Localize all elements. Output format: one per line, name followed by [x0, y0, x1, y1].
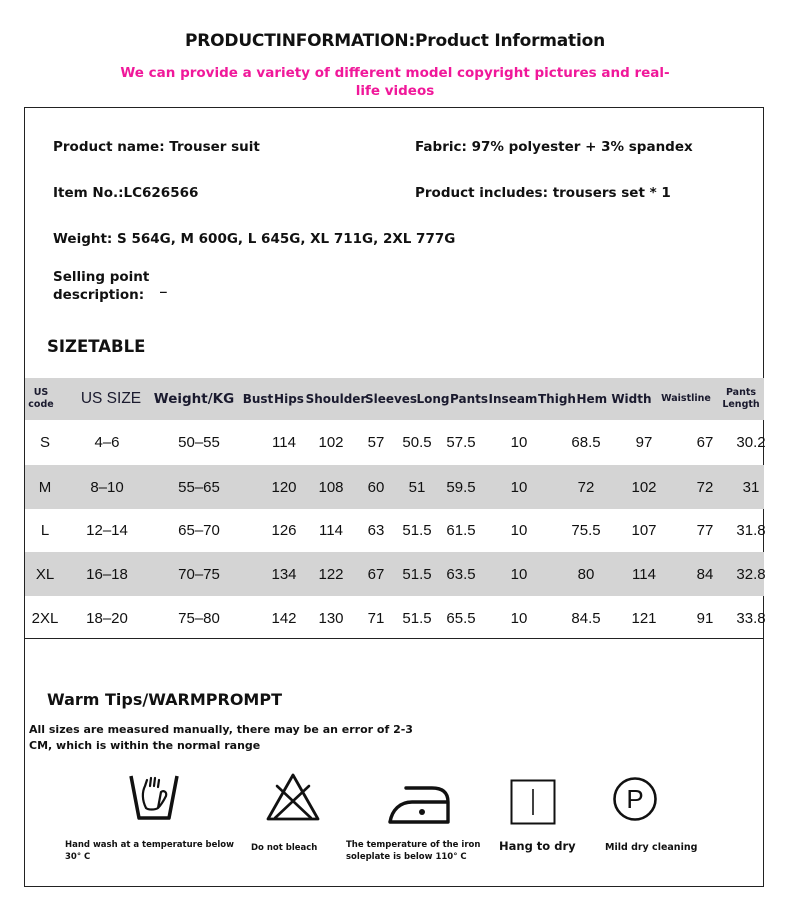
table-cell-hem: 114 [632, 565, 656, 583]
table-cell-long: 57.5 [446, 433, 476, 451]
table-cell-shoulder: 63 [367, 521, 385, 539]
table-cell-inseam: 10 [510, 433, 528, 451]
table-cell-inseam: 10 [510, 609, 528, 627]
table-cell-waist: 72 [696, 478, 714, 496]
header-thigh: Thigh [538, 392, 576, 406]
product-item-no: Item No.:LC626566 [53, 185, 199, 201]
table-cell-hem: 102 [631, 478, 657, 496]
selling-point-label [53, 268, 149, 304]
table-cell-thigh: 84.5 [571, 609, 601, 627]
table-cell-long: 59.5 [446, 478, 476, 496]
selling-point-label-line1: Selling point [53, 269, 150, 285]
selling-point-label-line2: description: [53, 287, 145, 303]
table-cell-bust: 134 [271, 565, 297, 583]
warm-tips-title: Warm Tips/WARMPROMPT [47, 690, 282, 709]
table-cell-pants-length: 33.8 [736, 609, 766, 627]
header-us-size: US SIZE [80, 390, 142, 407]
header-pants-length [719, 378, 763, 420]
table-cell-sleeves: 51 [408, 478, 426, 496]
table-cell-bust: 142 [271, 609, 297, 627]
table-cell-pants-length: 32.8 [736, 565, 766, 583]
page-header-title: PRODUCTINFORMATION:Product Information [185, 31, 605, 51]
table-cell-pants-length: 31 [742, 478, 760, 496]
table-cell-weight: 75–80 [178, 609, 220, 627]
size-table-bottom-rule [25, 638, 764, 639]
hand-wash-label-line2: 30° C [65, 852, 91, 862]
table-cell-waist: 84 [696, 565, 714, 583]
hang-dry-label: Hang to dry [499, 839, 576, 853]
table-cell-long: 61.5 [446, 521, 476, 539]
table-cell-size: 8–10 [90, 478, 124, 496]
table-cell-size: 18–20 [86, 609, 128, 627]
header-long: Long [416, 392, 450, 406]
table-cell-code: 2XL [31, 609, 59, 627]
table-cell-waist: 91 [696, 609, 714, 627]
table-cell-long: 63.5 [446, 565, 476, 583]
table-cell-hips: 108 [318, 478, 344, 496]
dry-clean-icon [612, 776, 658, 822]
table-row [25, 596, 764, 640]
table-cell-hem: 97 [635, 433, 653, 451]
iron-label-line1: The temperature of the iron [346, 840, 481, 850]
hand-wash-label-line1: Hand wash at a temperature below [65, 840, 235, 850]
table-cell-sleeves: 51.5 [402, 609, 432, 627]
product-includes: Product includes: trousers set * 1 [415, 185, 671, 201]
table-cell-code: M [38, 478, 52, 496]
table-cell-thigh: 72 [577, 478, 595, 496]
header-waistline: Waistline [661, 393, 711, 404]
dry-clean-symbol: P [626, 784, 644, 814]
no-bleach-label: Do not bleach [251, 843, 318, 853]
table-cell-inseam: 10 [510, 521, 528, 539]
size-table [25, 378, 764, 638]
table-cell-inseam: 10 [510, 478, 528, 496]
table-cell-hips: 130 [318, 609, 344, 627]
table-cell-shoulder: 71 [367, 609, 385, 627]
header-us-code-line1: US [33, 387, 49, 398]
header-pants-length-line2: Length [722, 399, 760, 410]
size-table-header [25, 378, 764, 420]
table-cell-shoulder: 60 [367, 478, 385, 496]
no-bleach-icon [265, 772, 321, 822]
header-pants-length-line1: Pants [725, 387, 757, 398]
table-cell-size: 12–14 [86, 521, 128, 539]
iron-icon [388, 782, 450, 826]
header-weight: Weight/KG [153, 391, 235, 407]
table-cell-hips: 114 [319, 521, 343, 539]
table-cell-code: L [40, 521, 50, 539]
hand-wash-icon [128, 770, 180, 822]
product-name: Product name: Trouser suit [53, 139, 260, 155]
table-cell-long: 65.5 [446, 609, 476, 627]
table-cell-hips: 102 [318, 433, 344, 451]
header-sleeves: Sleeves [364, 392, 418, 406]
iron-label-line2: soleplate is below 110° C [346, 852, 467, 862]
table-cell-weight: 50–55 [178, 433, 220, 451]
table-cell-sleeves: 50.5 [402, 433, 432, 451]
header-shoulder: Shoulder [305, 392, 367, 406]
table-row [25, 552, 764, 596]
header-us-code-line2: code [28, 399, 54, 410]
table-cell-weight: 55–65 [178, 478, 220, 496]
hang-dry-icon [510, 779, 556, 825]
table-cell-hem: 107 [631, 521, 657, 539]
table-cell-thigh: 75.5 [571, 521, 601, 539]
table-row [25, 465, 764, 509]
table-cell-weight: 70–75 [178, 565, 220, 583]
header-hips: Hips [274, 392, 304, 406]
table-cell-pants-length: 31.8 [736, 521, 766, 539]
dry-clean-label: Mild dry cleaning [605, 842, 698, 853]
table-cell-hips: 122 [318, 565, 344, 583]
table-cell-thigh: 68.5 [571, 433, 601, 451]
table-cell-shoulder: 57 [367, 433, 385, 451]
table-cell-waist: 77 [696, 521, 714, 539]
page-header-subtitle: We can provide a variety of different model copyright pictures and real-life videos [120, 65, 670, 99]
table-cell-sleeves: 51.5 [402, 565, 432, 583]
table-cell-pants-length: 30.2 [736, 433, 766, 451]
product-fabric: Fabric: 97% polyester + 3% spandex [415, 139, 693, 155]
header-pants: Pants [450, 392, 488, 406]
table-row [25, 508, 764, 552]
header-us-code [25, 378, 57, 420]
table-cell-bust: 120 [271, 478, 297, 496]
table-cell-thigh: 80 [577, 565, 595, 583]
table-cell-bust: 114 [272, 433, 296, 451]
size-table-title: SIZETABLE [47, 337, 146, 356]
table-cell-code: S [39, 433, 50, 451]
iron-label [346, 839, 480, 863]
table-cell-inseam: 10 [510, 565, 528, 583]
hand-wash-label [65, 839, 234, 863]
table-cell-waist: 67 [696, 433, 714, 451]
table-cell-size: 4–6 [94, 433, 120, 451]
selling-point-value: _ [160, 278, 167, 294]
table-cell-weight: 65–70 [178, 521, 220, 539]
table-row [25, 420, 764, 464]
header-bust: Bust [242, 392, 274, 406]
table-cell-size: 16–18 [86, 565, 128, 583]
warm-tips-text: All sizes are measured manually, there may be an error of 2-3 CM, which is within the normal range [29, 723, 413, 752]
product-weight: Weight: S 564G, M 600G, L 645G, XL 711G, 2XL 777G [53, 231, 456, 247]
table-cell-sleeves: 51.5 [402, 521, 432, 539]
table-cell-code: XL [35, 565, 55, 583]
table-cell-shoulder: 67 [367, 565, 385, 583]
header-inseam: Inseam [488, 392, 538, 406]
table-cell-bust: 126 [271, 521, 297, 539]
table-cell-hem: 121 [631, 609, 657, 627]
header-hem-width: Hem Width [576, 392, 652, 406]
